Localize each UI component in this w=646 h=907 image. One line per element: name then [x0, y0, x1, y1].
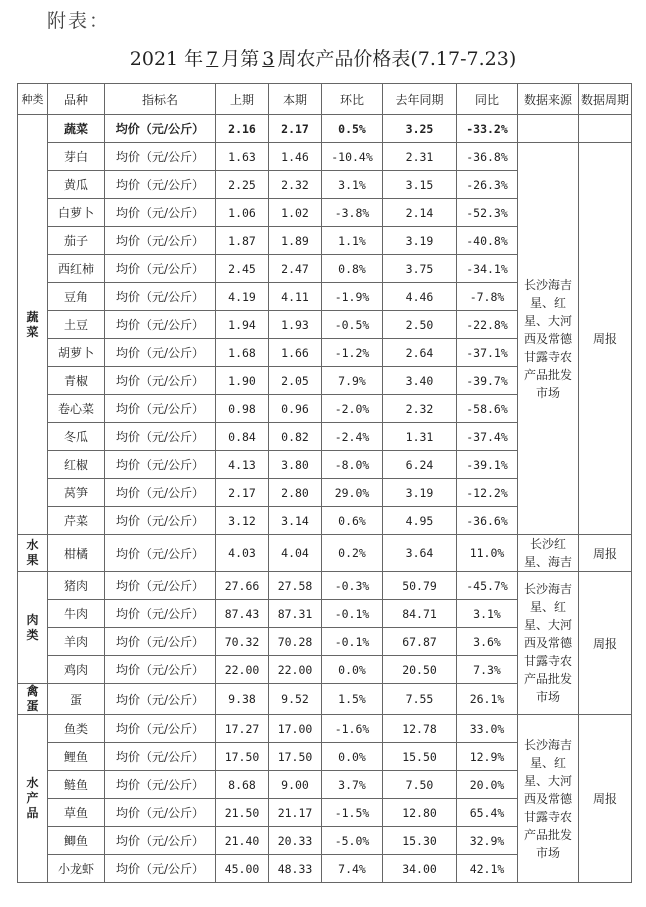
item-cell: 胡萝卜 — [48, 339, 105, 367]
prev-value-cell: 2.45 — [216, 255, 269, 283]
curr-value-cell: 27.58 — [269, 572, 322, 600]
yoy-cell: 11.0% — [457, 535, 518, 572]
last-year-cell: 7.55 — [383, 684, 457, 715]
last-year-cell: 12.80 — [383, 799, 457, 827]
prev-value-cell: 1.87 — [216, 227, 269, 255]
table-row — [18, 143, 632, 171]
mom-cell: -2.4% — [322, 423, 383, 451]
yoy-cell: -36.8% — [457, 143, 518, 171]
source-cell: 长沙海吉星、红星、大河西及常德甘露寺农产品批发市场 — [518, 715, 579, 883]
item-cell: 莴笋 — [48, 479, 105, 507]
prev-value-cell: 3.12 — [216, 507, 269, 535]
mom-cell: -2.0% — [322, 395, 383, 423]
indicator-cell: 均价（元/公斤） — [105, 715, 216, 743]
yoy-cell: -7.8% — [457, 283, 518, 311]
title-mid: 月第 — [221, 48, 260, 70]
yoy-cell: 32.9% — [457, 827, 518, 855]
last-year-cell: 3.25 — [383, 115, 457, 143]
mom-cell: -1.2% — [322, 339, 383, 367]
mom-cell: 3.7% — [322, 771, 383, 799]
indicator-cell: 均价（元/公斤） — [105, 311, 216, 339]
curr-value-cell: 1.89 — [269, 227, 322, 255]
indicator-cell: 均价（元/公斤） — [105, 827, 216, 855]
prev-value-cell: 17.50 — [216, 743, 269, 771]
mom-cell: 7.4% — [322, 855, 383, 883]
yoy-cell: -37.1% — [457, 339, 518, 367]
yoy-cell: -33.2% — [457, 115, 518, 143]
category-cell-vegetables: 蔬 菜 — [18, 115, 48, 535]
indicator-cell: 均价（元/公斤） — [105, 395, 216, 423]
curr-value-cell: 4.04 — [269, 535, 322, 572]
prev-value-cell: 2.25 — [216, 171, 269, 199]
prev-value-cell: 8.68 — [216, 771, 269, 799]
item-cell: 牛肉 — [48, 600, 105, 628]
page-title — [0, 44, 646, 71]
indicator-cell: 均价（元/公斤） — [105, 656, 216, 684]
mom-cell: -1.6% — [322, 715, 383, 743]
price-table — [17, 83, 632, 883]
curr-value-cell: 2.17 — [269, 115, 322, 143]
item-cell: 卷心菜 — [48, 395, 105, 423]
prev-value-cell: 0.84 — [216, 423, 269, 451]
item-cell: 鲫鱼 — [48, 827, 105, 855]
item-cell: 红椒 — [48, 451, 105, 479]
mom-cell: 3.1% — [322, 171, 383, 199]
indicator-cell: 均价（元/公斤） — [105, 283, 216, 311]
prev-value-cell: 0.98 — [216, 395, 269, 423]
col-header-yoy: 同比 — [457, 84, 518, 115]
yoy-cell: -37.4% — [457, 423, 518, 451]
yoy-cell: 20.0% — [457, 771, 518, 799]
mom-cell: -1.9% — [322, 283, 383, 311]
category-cell: 肉 类 — [18, 572, 48, 684]
yoy-cell: -36.6% — [457, 507, 518, 535]
mom-cell: 7.9% — [322, 367, 383, 395]
curr-value-cell: 21.17 — [269, 799, 322, 827]
yoy-cell: 65.4% — [457, 799, 518, 827]
col-header-curr: 本期 — [269, 84, 322, 115]
last-year-cell: 2.31 — [383, 143, 457, 171]
curr-value-cell: 87.31 — [269, 600, 322, 628]
mom-cell: -3.8% — [322, 199, 383, 227]
last-year-cell: 20.50 — [383, 656, 457, 684]
mom-cell: -0.5% — [322, 311, 383, 339]
mom-cell: -0.1% — [322, 628, 383, 656]
curr-value-cell: 1.66 — [269, 339, 322, 367]
indicator-cell: 均价（元/公斤） — [105, 339, 216, 367]
curr-value-cell: 2.47 — [269, 255, 322, 283]
curr-value-cell: 22.00 — [269, 656, 322, 684]
curr-value-cell: 3.14 — [269, 507, 322, 535]
mom-cell: -1.5% — [322, 799, 383, 827]
curr-value-cell: 4.11 — [269, 283, 322, 311]
category-cell: 禽 蛋 — [18, 684, 48, 715]
indicator-cell: 均价（元/公斤） — [105, 743, 216, 771]
source-cell: 长沙海吉星、红星、大河西及常德甘露寺农产品批发市场 — [518, 572, 579, 715]
item-cell: 猪肉 — [48, 572, 105, 600]
mom-cell: 0.8% — [322, 255, 383, 283]
indicator-cell: 均价（元/公斤） — [105, 171, 216, 199]
item-cell: 芽白 — [48, 143, 105, 171]
curr-value-cell: 70.28 — [269, 628, 322, 656]
indicator-cell: 均价（元/公斤） — [105, 771, 216, 799]
indicator-cell: 均价（元/公斤） — [105, 799, 216, 827]
last-year-cell: 2.32 — [383, 395, 457, 423]
item-cell: 白萝卜 — [48, 199, 105, 227]
prev-value-cell: 1.06 — [216, 199, 269, 227]
last-year-cell: 12.78 — [383, 715, 457, 743]
mom-cell: 1.5% — [322, 684, 383, 715]
indicator-cell: 均价（元/公斤） — [105, 507, 216, 535]
indicator-cell: 均价（元/公斤） — [105, 143, 216, 171]
yoy-cell: -26.3% — [457, 171, 518, 199]
mom-cell: 1.1% — [322, 227, 383, 255]
prev-value-cell: 21.40 — [216, 827, 269, 855]
indicator-cell: 均价（元/公斤） — [105, 227, 216, 255]
last-year-cell: 2.50 — [383, 311, 457, 339]
last-year-cell: 34.00 — [383, 855, 457, 883]
prev-value-cell: 70.32 — [216, 628, 269, 656]
last-year-cell: 6.24 — [383, 451, 457, 479]
yoy-cell: 7.3% — [457, 656, 518, 684]
indicator-cell: 均价（元/公斤） — [105, 479, 216, 507]
summary-source-cell — [518, 115, 579, 143]
curr-value-cell: 9.00 — [269, 771, 322, 799]
last-year-cell: 67.87 — [383, 628, 457, 656]
title-month: 7 — [206, 48, 219, 70]
yoy-cell: -22.8% — [457, 311, 518, 339]
col-header-source: 数据来源 — [518, 84, 579, 115]
curr-value-cell: 2.32 — [269, 171, 322, 199]
category-cell: 水 产 品 — [18, 715, 48, 883]
yoy-cell: -12.2% — [457, 479, 518, 507]
last-year-cell: 3.75 — [383, 255, 457, 283]
prev-value-cell: 1.68 — [216, 339, 269, 367]
yoy-cell: 3.6% — [457, 628, 518, 656]
curr-value-cell: 1.93 — [269, 311, 322, 339]
indicator-cell: 均价（元/公斤） — [105, 628, 216, 656]
item-cell: 土豆 — [48, 311, 105, 339]
prev-value-cell: 4.13 — [216, 451, 269, 479]
item-cell: 鲤鱼 — [48, 743, 105, 771]
curr-value-cell: 48.33 — [269, 855, 322, 883]
curr-value-cell: 2.80 — [269, 479, 322, 507]
last-year-cell: 50.79 — [383, 572, 457, 600]
curr-value-cell: 9.52 — [269, 684, 322, 715]
yoy-cell: -58.6% — [457, 395, 518, 423]
mom-cell: -10.4% — [322, 143, 383, 171]
summary-row — [18, 115, 632, 143]
table-row — [18, 715, 632, 743]
header-row — [18, 84, 632, 115]
indicator-cell: 均价（元/公斤） — [105, 451, 216, 479]
indicator-cell: 均价（元/公斤） — [105, 572, 216, 600]
item-cell: 茄子 — [48, 227, 105, 255]
prev-value-cell: 21.50 — [216, 799, 269, 827]
prev-value-cell: 4.03 — [216, 535, 269, 572]
item-cell: 西红柿 — [48, 255, 105, 283]
item-cell: 小龙虾 — [48, 855, 105, 883]
last-year-cell: 1.31 — [383, 423, 457, 451]
indicator-cell: 均价（元/公斤） — [105, 535, 216, 572]
item-cell: 豆角 — [48, 283, 105, 311]
prev-value-cell: 17.27 — [216, 715, 269, 743]
yoy-cell: 3.1% — [457, 600, 518, 628]
summary-period-cell — [579, 115, 632, 143]
item-cell: 鱼类 — [48, 715, 105, 743]
item-cell: 鸡肉 — [48, 656, 105, 684]
prev-value-cell: 27.66 — [216, 572, 269, 600]
yoy-cell: 26.1% — [457, 684, 518, 715]
last-year-cell: 2.14 — [383, 199, 457, 227]
col-header-prev: 上期 — [216, 84, 269, 115]
mom-cell: -0.3% — [322, 572, 383, 600]
prev-value-cell: 1.90 — [216, 367, 269, 395]
last-year-cell: 3.64 — [383, 535, 457, 572]
item-cell: 冬瓜 — [48, 423, 105, 451]
mom-cell: 0.0% — [322, 656, 383, 684]
curr-value-cell: 1.02 — [269, 199, 322, 227]
prev-value-cell: 1.63 — [216, 143, 269, 171]
indicator-cell: 均价（元/公斤） — [105, 423, 216, 451]
title-suffix: 周农产品价格表(7.17-7.23) — [277, 48, 517, 70]
item-cell: 蛋 — [48, 684, 105, 715]
prev-value-cell: 87.43 — [216, 600, 269, 628]
prev-value-cell: 45.00 — [216, 855, 269, 883]
mom-cell: 29.0% — [322, 479, 383, 507]
curr-value-cell: 17.00 — [269, 715, 322, 743]
mom-cell: 0.0% — [322, 743, 383, 771]
last-year-cell: 15.30 — [383, 827, 457, 855]
yoy-cell: -39.7% — [457, 367, 518, 395]
yoy-cell: -52.3% — [457, 199, 518, 227]
yoy-cell: 42.1% — [457, 855, 518, 883]
curr-value-cell: 20.33 — [269, 827, 322, 855]
last-year-cell: 2.64 — [383, 339, 457, 367]
col-header-indicator: 指标名 — [105, 84, 216, 115]
yoy-cell: 12.9% — [457, 743, 518, 771]
last-year-cell: 3.19 — [383, 479, 457, 507]
item-cell: 芹菜 — [48, 507, 105, 535]
last-year-cell: 84.71 — [383, 600, 457, 628]
indicator-cell: 均价（元/公斤） — [105, 255, 216, 283]
yoy-cell: -34.1% — [457, 255, 518, 283]
prev-value-cell: 1.94 — [216, 311, 269, 339]
title-prefix: 2021 年 — [129, 48, 204, 70]
item-cell: 黄瓜 — [48, 171, 105, 199]
curr-value-cell: 17.50 — [269, 743, 322, 771]
prev-value-cell: 2.16 — [216, 115, 269, 143]
table-row — [18, 572, 632, 600]
table-row — [18, 535, 632, 572]
curr-value-cell: 0.96 — [269, 395, 322, 423]
col-header-mom: 环比 — [322, 84, 383, 115]
col-header-last-year: 去年同期 — [383, 84, 457, 115]
yoy-cell: 33.0% — [457, 715, 518, 743]
curr-value-cell: 1.46 — [269, 143, 322, 171]
title-week: 3 — [262, 48, 275, 70]
mom-cell: -8.0% — [322, 451, 383, 479]
col-header-period: 数据周期 — [579, 84, 632, 115]
last-year-cell: 4.46 — [383, 283, 457, 311]
period-cell: 周报 — [579, 143, 632, 535]
curr-value-cell: 2.05 — [269, 367, 322, 395]
category-cell: 水 果 — [18, 535, 48, 572]
mom-cell: 0.2% — [322, 535, 383, 572]
period-cell: 周报 — [579, 715, 632, 883]
last-year-cell: 3.40 — [383, 367, 457, 395]
source-cell: 长沙红星、海吉 — [518, 535, 579, 572]
col-header-category: 种类 — [18, 84, 48, 115]
item-cell: 青椒 — [48, 367, 105, 395]
item-cell: 蔬菜 — [48, 115, 105, 143]
last-year-cell: 7.50 — [383, 771, 457, 799]
item-cell: 草鱼 — [48, 799, 105, 827]
indicator-cell: 均价（元/公斤） — [105, 600, 216, 628]
last-year-cell: 3.19 — [383, 227, 457, 255]
mom-cell: -5.0% — [322, 827, 383, 855]
indicator-cell: 均价（元/公斤） — [105, 367, 216, 395]
attachment-label: 附表： — [47, 10, 111, 32]
prev-value-cell: 22.00 — [216, 656, 269, 684]
item-cell: 羊肉 — [48, 628, 105, 656]
indicator-cell: 均价（元/公斤） — [105, 115, 216, 143]
source-cell: 长沙海吉星、红星、大河西及常德甘露寺农产品批发市场 — [518, 143, 579, 535]
last-year-cell: 3.15 — [383, 171, 457, 199]
period-cell: 周报 — [579, 535, 632, 572]
item-cell: 柑橘 — [48, 535, 105, 572]
mom-cell: 0.5% — [322, 115, 383, 143]
mom-cell: 0.6% — [322, 507, 383, 535]
last-year-cell: 4.95 — [383, 507, 457, 535]
curr-value-cell: 3.80 — [269, 451, 322, 479]
indicator-cell: 均价（元/公斤） — [105, 199, 216, 227]
col-header-item: 品种 — [48, 84, 105, 115]
prev-value-cell: 4.19 — [216, 283, 269, 311]
prev-value-cell: 2.17 — [216, 479, 269, 507]
curr-value-cell: 0.82 — [269, 423, 322, 451]
prev-value-cell: 9.38 — [216, 684, 269, 715]
last-year-cell: 15.50 — [383, 743, 457, 771]
item-cell: 鲢鱼 — [48, 771, 105, 799]
yoy-cell: -40.8% — [457, 227, 518, 255]
indicator-cell: 均价（元/公斤） — [105, 855, 216, 883]
yoy-cell: -45.7% — [457, 572, 518, 600]
indicator-cell: 均价（元/公斤） — [105, 684, 216, 715]
period-cell: 周报 — [579, 572, 632, 715]
yoy-cell: -39.1% — [457, 451, 518, 479]
mom-cell: -0.1% — [322, 600, 383, 628]
